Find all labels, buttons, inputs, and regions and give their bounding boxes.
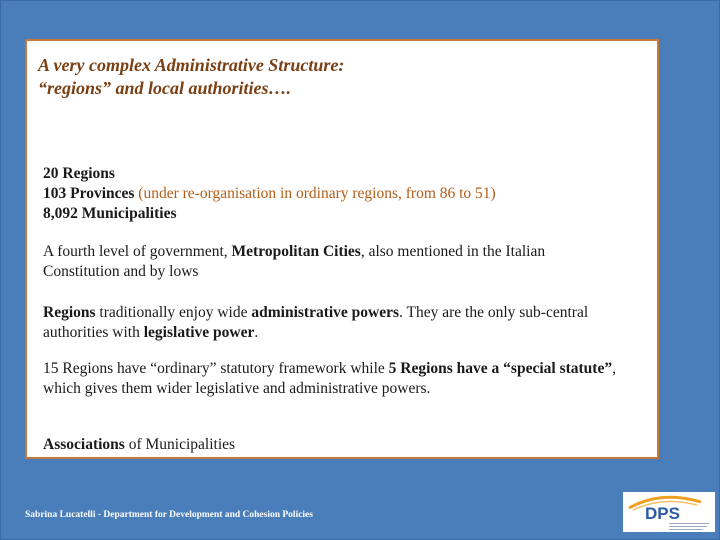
title-line-2: “regions” and local authorities…. xyxy=(38,78,292,98)
paragraph-regions-powers xyxy=(43,303,618,343)
dps-logo-icon xyxy=(623,492,715,532)
slide-title xyxy=(38,54,344,100)
para1-text-c: , also mentioned in the Italian Constitution and by lows xyxy=(43,243,546,280)
para3-text-c: , which gives them wider legislative and administrative powers. xyxy=(43,360,616,397)
para4-text-b: of Municipalities xyxy=(124,436,236,453)
list-item-regions: 20 Regions xyxy=(43,165,115,182)
para2-regions: Regions xyxy=(43,304,96,321)
provinces-label: 103 Provinces xyxy=(43,185,135,202)
dps-logo xyxy=(623,492,715,532)
para2-administrative-powers: administrative powers xyxy=(251,304,400,321)
structure-list xyxy=(43,164,618,224)
para3-special-statute: 5 Regions have a “special statute” xyxy=(388,360,613,377)
footer-credit: Sabrina Lucatelli - Department for Development and Cohesion Policies xyxy=(25,510,313,520)
para1-text-a: A fourth level of government, xyxy=(43,243,232,260)
para2-text-f: . xyxy=(254,324,259,341)
para2-text-b: traditionally enjoy wide xyxy=(95,304,252,321)
paragraph-metropolitan xyxy=(43,242,618,282)
paragraph-associations xyxy=(43,435,618,455)
list-item-municipalities: 8,092 Municipalities xyxy=(43,205,177,222)
para3-text-a: 15 Regions have “ordinary” statutory framework while xyxy=(43,360,389,377)
para2-text-d: . They are the only sub-central authorities with xyxy=(43,304,589,341)
para2-legislative-power: legislative power xyxy=(143,324,255,341)
para4-associations: Associations xyxy=(43,436,125,453)
provinces-note: (under re-organisation in ordinary regions, from 86 to 51) xyxy=(138,185,496,202)
dps-logo-text: DPS xyxy=(645,504,680,523)
title-line-1: A very complex Administrative Structure: xyxy=(38,55,345,75)
para1-metropolitan-cities: Metropolitan Cities xyxy=(231,243,361,260)
list-item-provinces xyxy=(43,184,618,204)
paragraph-special-statute xyxy=(43,359,618,399)
